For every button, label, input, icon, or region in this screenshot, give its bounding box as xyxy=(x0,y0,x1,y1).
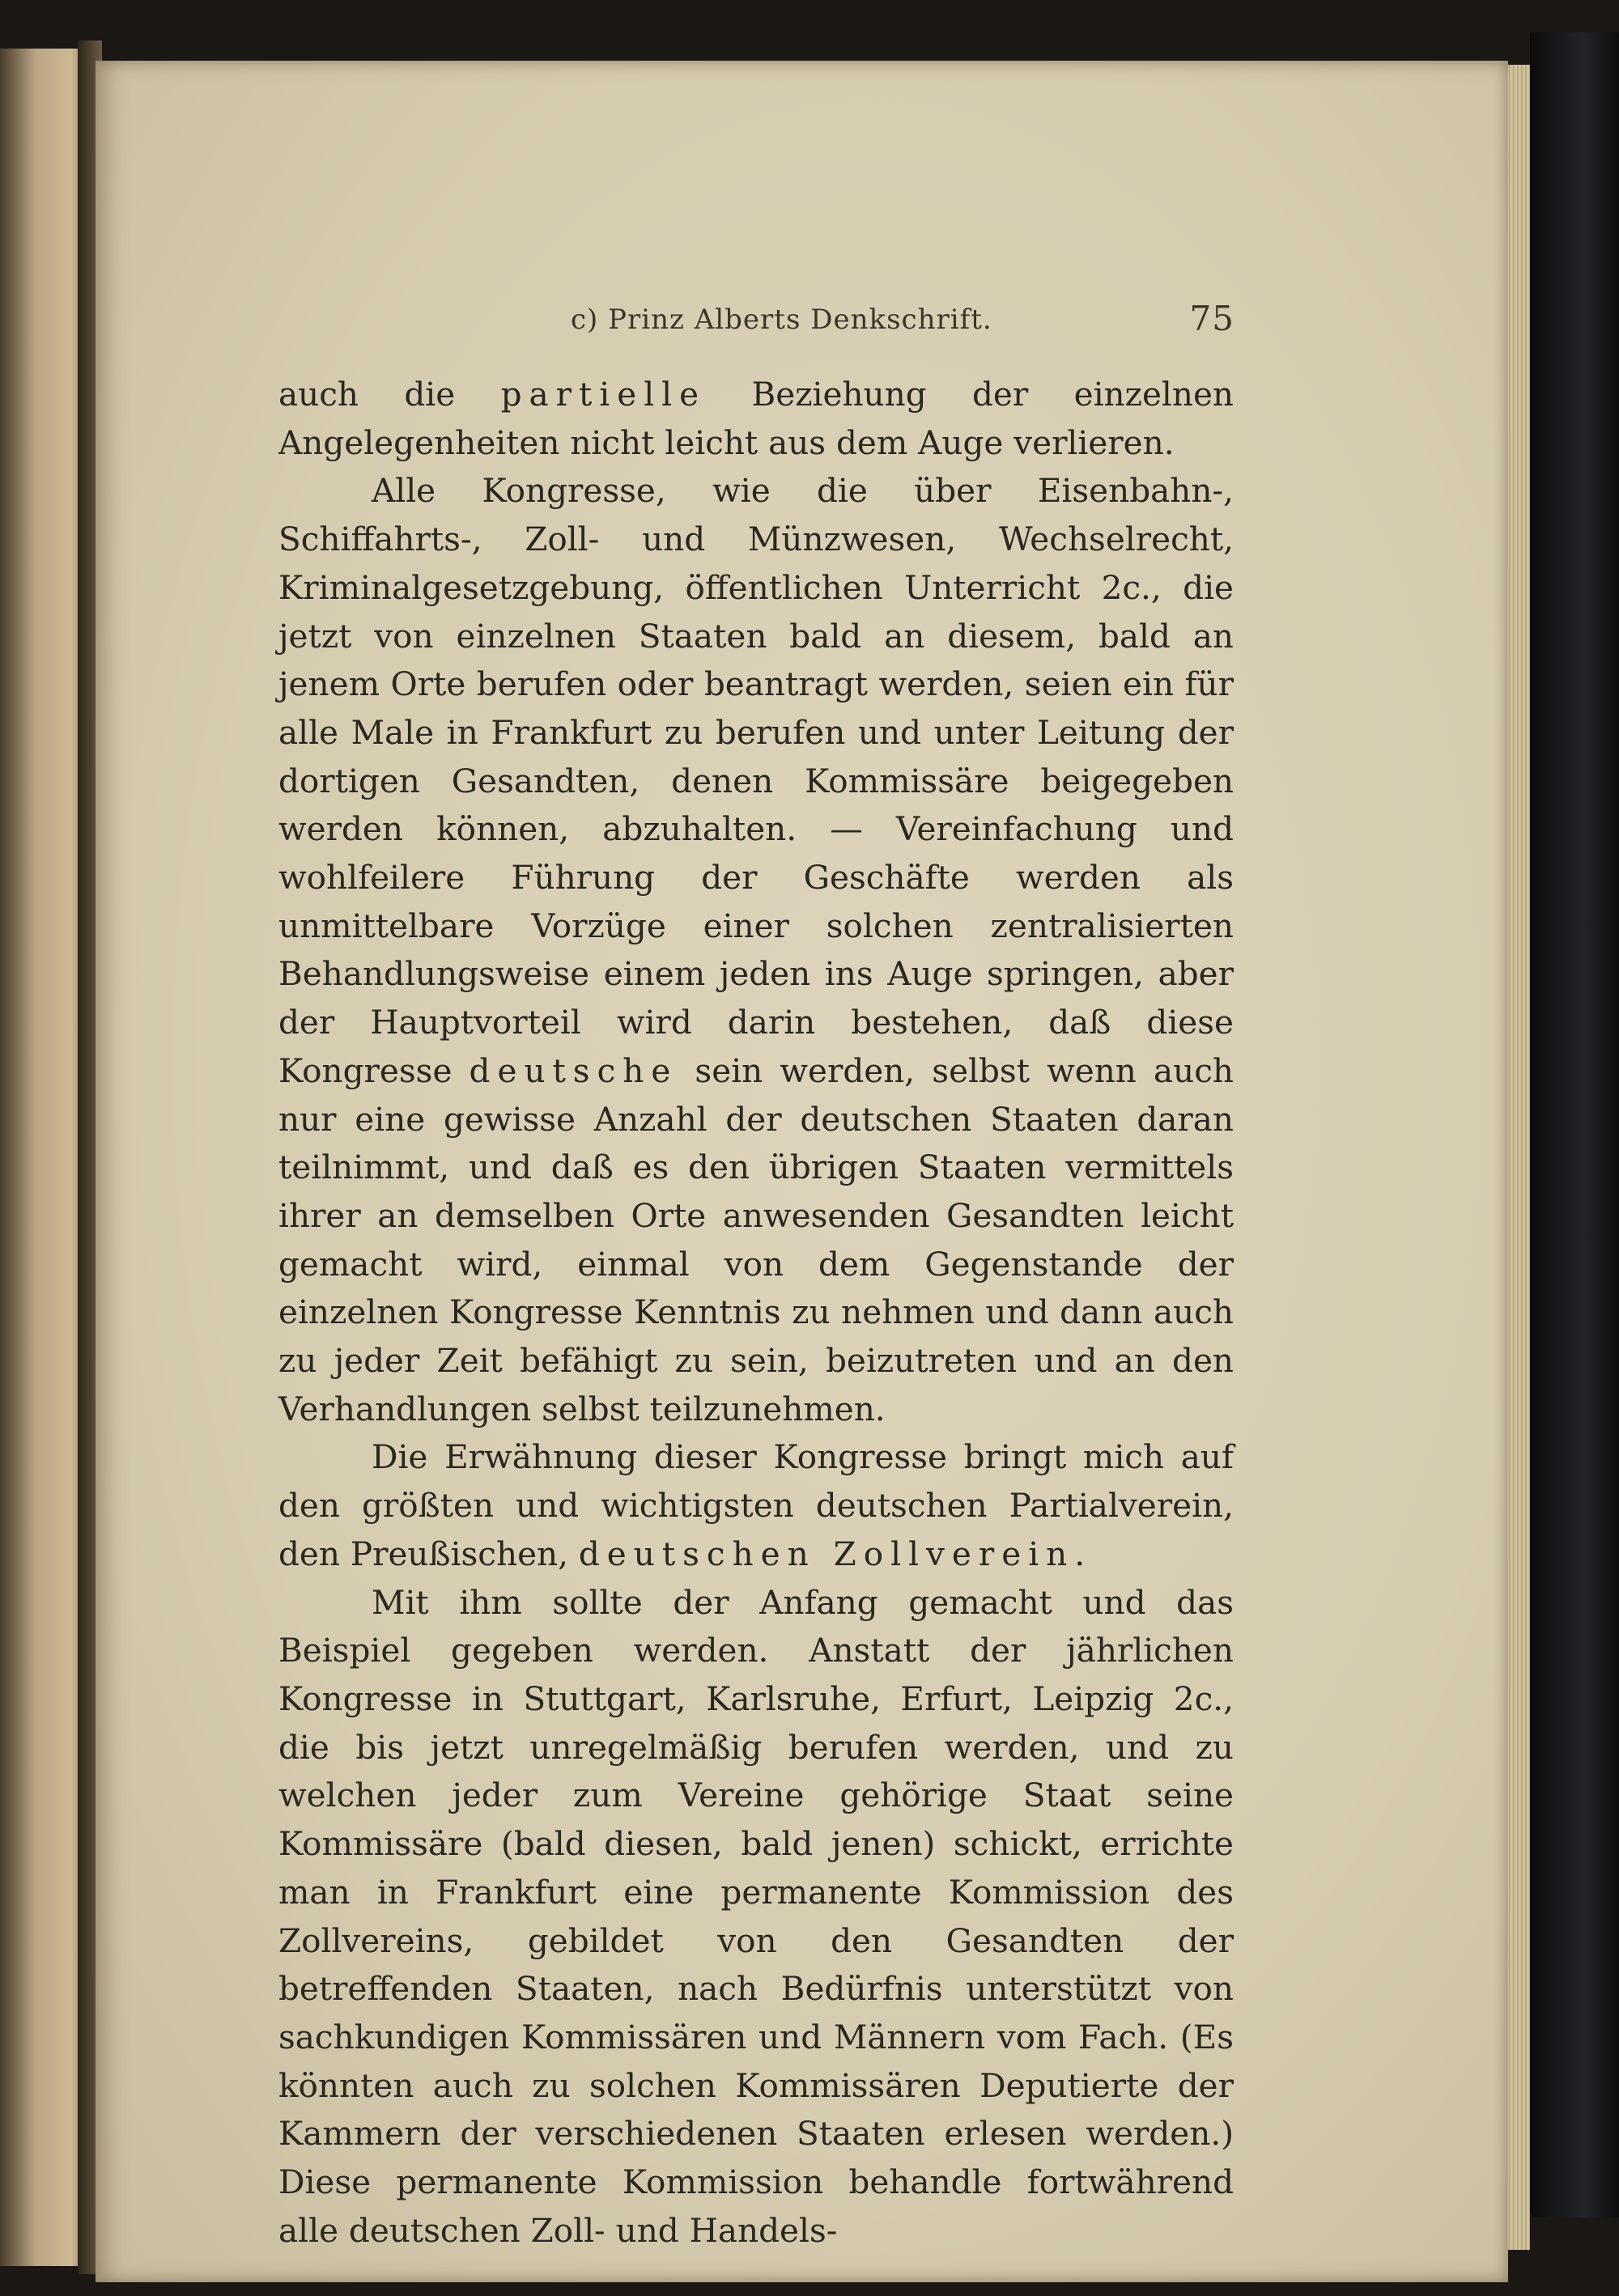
paragraph-2-text-a: Alle Kongresse, wie die über Eisenbahn-, Schiffahrts-, Zoll- und Münzwesen, Wechselrecht, Kriminalgesetzgebung, öffentlichen Unterricht 2c., die jetzt von einzelnen Staaten bald an diesem, bald an jenem Orte berufen oder beantragt werden, seien ein für alle Male in Frankfurt zu berufen und unter Leitung der dortigen Gesandten, denen Kommissäre beigegeben werden können, abzuhalten. — Vereinfachung und wohlfeilere Führung der Geschäfte werden als unmittelbare Vorzüge einer solchen zentralisierten Behandlungsweise einem jeden ins Auge springen, aber der Hauptvorteil wird darin bestehen, daß diese Kongresse xyxy=(278,471,1234,1090)
paragraph-2 xyxy=(278,467,1234,1433)
page-number: 75 xyxy=(1189,299,1234,338)
book-cover-board xyxy=(1530,32,1619,2217)
paragraph-4-text: Mit ihm sollte der Anfang gemacht und das Beispiel gegeben werden. Anstatt der jährlichen Kongresse in Stuttgart, Karlsruhe, Erfurt, Leipzig 2c., die bis jetzt unregelmäßig berufen werden, und zu welchen jeder zum Vereine gehörige Staat seine Kommissäre (bald diesen, bald jenen) schickt, errichte man in Frankfurt eine permanente Kommission des Zollvereins, gebildet von den Gesandten der betreffenden Staaten, nach Bedürfnis unterstützt von sachkundigen Kommissären und Männern vom Fach. (Es könnten auch zu solchen Kommissären Deputierte der Kammern der verschiedenen Staaten erlesen werden.) Diese permanente Kommission behandle fortwährend alle deutschen Zoll- und Handels- xyxy=(278,1582,1234,2250)
spaced-word-deutsche: deutsche xyxy=(469,1050,678,1090)
spaced-word-partielle: partielle xyxy=(500,375,707,414)
left-page-edge xyxy=(0,49,89,2266)
paragraph-1-text-a: auch die xyxy=(278,375,501,414)
running-header xyxy=(571,299,1234,352)
paragraph-3-text-a: Die Erwähnung dieser Kongresse bringt mich auf den größten und wichtigsten deutschen Partialverein, den Preußischen, xyxy=(278,1437,1234,1573)
body-text xyxy=(278,371,1234,2255)
spaced-words-deutschen-zollverein: deutschen Zollverein xyxy=(578,1534,1075,1573)
paragraph-2-text-c: sein werden, selbst wenn auch nur eine gewisse Anzahl der deutschen Staaten daran teilnimmt, und daß es den übrigen Staaten vermittels ihrer an demselben Orte anwesenden Gesandten leicht gemacht wird, einmal von dem Gegenstande der einzelnen Kongresse Kenntnis zu nehmen und dann auch zu jeder Zeit befähigt zu sein, beizutreten und an den Verhandlungen selbst teilzunehmen. xyxy=(278,1050,1234,1428)
paragraph-1 xyxy=(278,371,1234,467)
running-title: c) Prinz Alberts Denkschrift. xyxy=(571,303,992,336)
paragraph-3-text-c: . xyxy=(1074,1534,1086,1573)
paragraph-1-text-c: Beziehung der einzelnen Angelegenheiten nicht leicht aus dem Auge verlieren. xyxy=(278,375,1234,462)
paragraph-4 xyxy=(278,1579,1234,2256)
paragraph-3 xyxy=(278,1433,1234,1578)
